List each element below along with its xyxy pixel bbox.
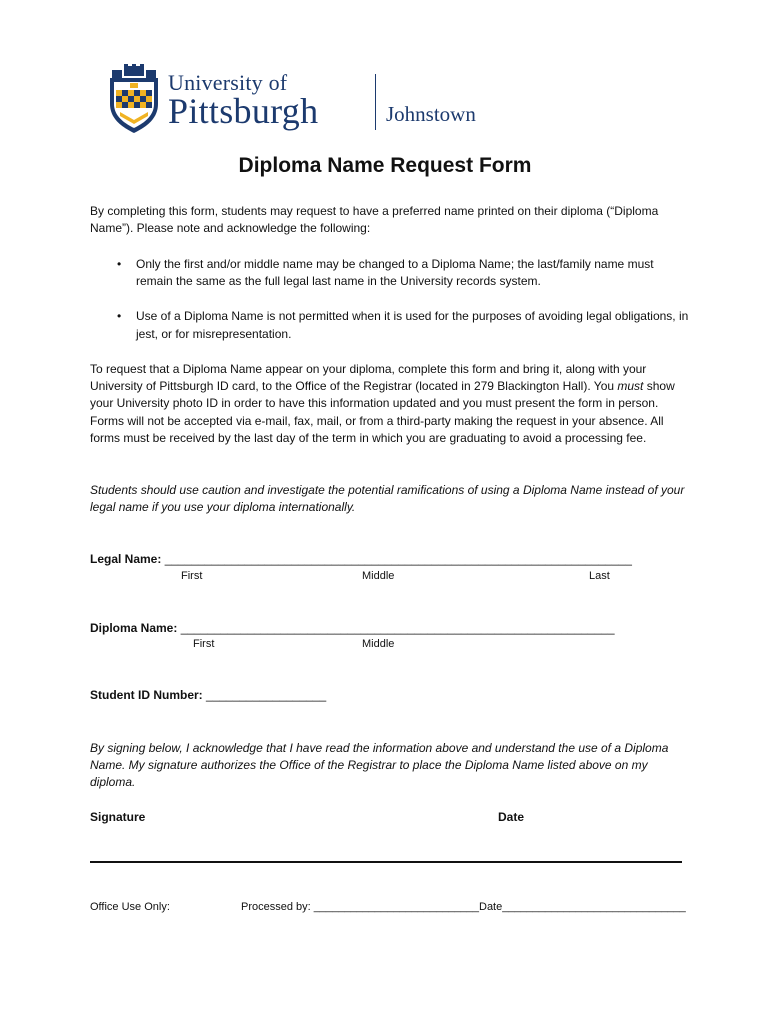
shield-crest-icon (108, 64, 160, 134)
student-id-label: Student ID Number: (90, 688, 203, 702)
request-text-part1: To request that a Diploma Name appear on your diploma, complete this form and bring it, along with your University of Pittsburgh ID card, to the Office of the Registrar (located in 279 Blackington Hall). You (90, 362, 647, 394)
office-use-label: Office Use Only: (90, 901, 170, 913)
bullet-icon: • (117, 309, 122, 324)
diploma-name-line[interactable]: _________________________________________________________________ (180, 621, 615, 635)
diploma-first-sublabel: First (193, 638, 215, 650)
intro-paragraph: By completing this form, students may request to have a preferred name printed on their diploma (“Diploma Name”). Please note and acknowledge the following: (90, 204, 659, 236)
signature-label: Signature (90, 810, 146, 824)
bullet-icon: • (117, 257, 122, 271)
request-emphasis: must (617, 379, 644, 394)
list-item (90, 256, 690, 290)
legal-name-line[interactable]: ______________________________________________________________________ (164, 552, 632, 566)
office-date-field[interactable]: Date______________________________ (479, 901, 686, 913)
request-text-part2: show your University photo ID in order to have this information updated and you must present the form in person. Forms will not be accepted via e-mail, fax, mail, or from a third-party making the request in your absence. All forms must be received by the last day of the term in which you are graduating to avoid a processing fee. (90, 379, 675, 445)
caution-paragraph: Students should use caution and investigate the potential ramifications of using a Diploma Name instead of your legal name if you use your diploma internationally. (90, 483, 685, 515)
diploma-name-field[interactable] (90, 621, 615, 635)
diploma-middle-sublabel: Middle (362, 638, 395, 650)
student-id-line[interactable]: __________________ (206, 688, 327, 702)
bullet-text: Only the first and/or middle name may be changed to a Diploma Name; the last/family name must remain the same as the full legal last name in the University records system. (136, 257, 654, 289)
student-id-field[interactable] (90, 688, 326, 702)
date-label: Date (498, 810, 525, 824)
logo-divider (375, 74, 376, 130)
legal-last-sublabel: Last (589, 570, 610, 582)
legal-name-field[interactable] (90, 552, 632, 566)
form-title: Diploma Name Request Form (238, 154, 532, 177)
processed-by-field[interactable]: Processed by: ___________________________ (241, 901, 479, 913)
acknowledgement-list (90, 256, 690, 361)
legal-first-sublabel: First (181, 570, 203, 582)
legal-name-label: Legal Name: (90, 552, 162, 566)
logo-campus-name: Johnstown (386, 102, 476, 126)
diploma-name-label: Diploma Name: (90, 621, 178, 635)
acknowledgement-paragraph: By signing below, I acknowledge that I have read the information above and understand the use of a Diploma Name. My signature authorizes the Office of the Registrar to place the Diploma Name listed above on my diploma. (90, 741, 669, 790)
logo-line-university: University of (168, 70, 288, 95)
bullet-text: Use of a Diploma Name is not permitted when it is used for the purposes of avoiding legal obligations, in jest, or for misrepresentation. (136, 309, 689, 341)
list-item (90, 308, 690, 342)
signature-line[interactable] (90, 861, 682, 863)
logo-line-pittsburgh: Pittsburgh (168, 91, 319, 131)
request-paragraph (90, 361, 690, 447)
university-logo (108, 64, 476, 136)
legal-middle-sublabel: Middle (362, 570, 395, 582)
